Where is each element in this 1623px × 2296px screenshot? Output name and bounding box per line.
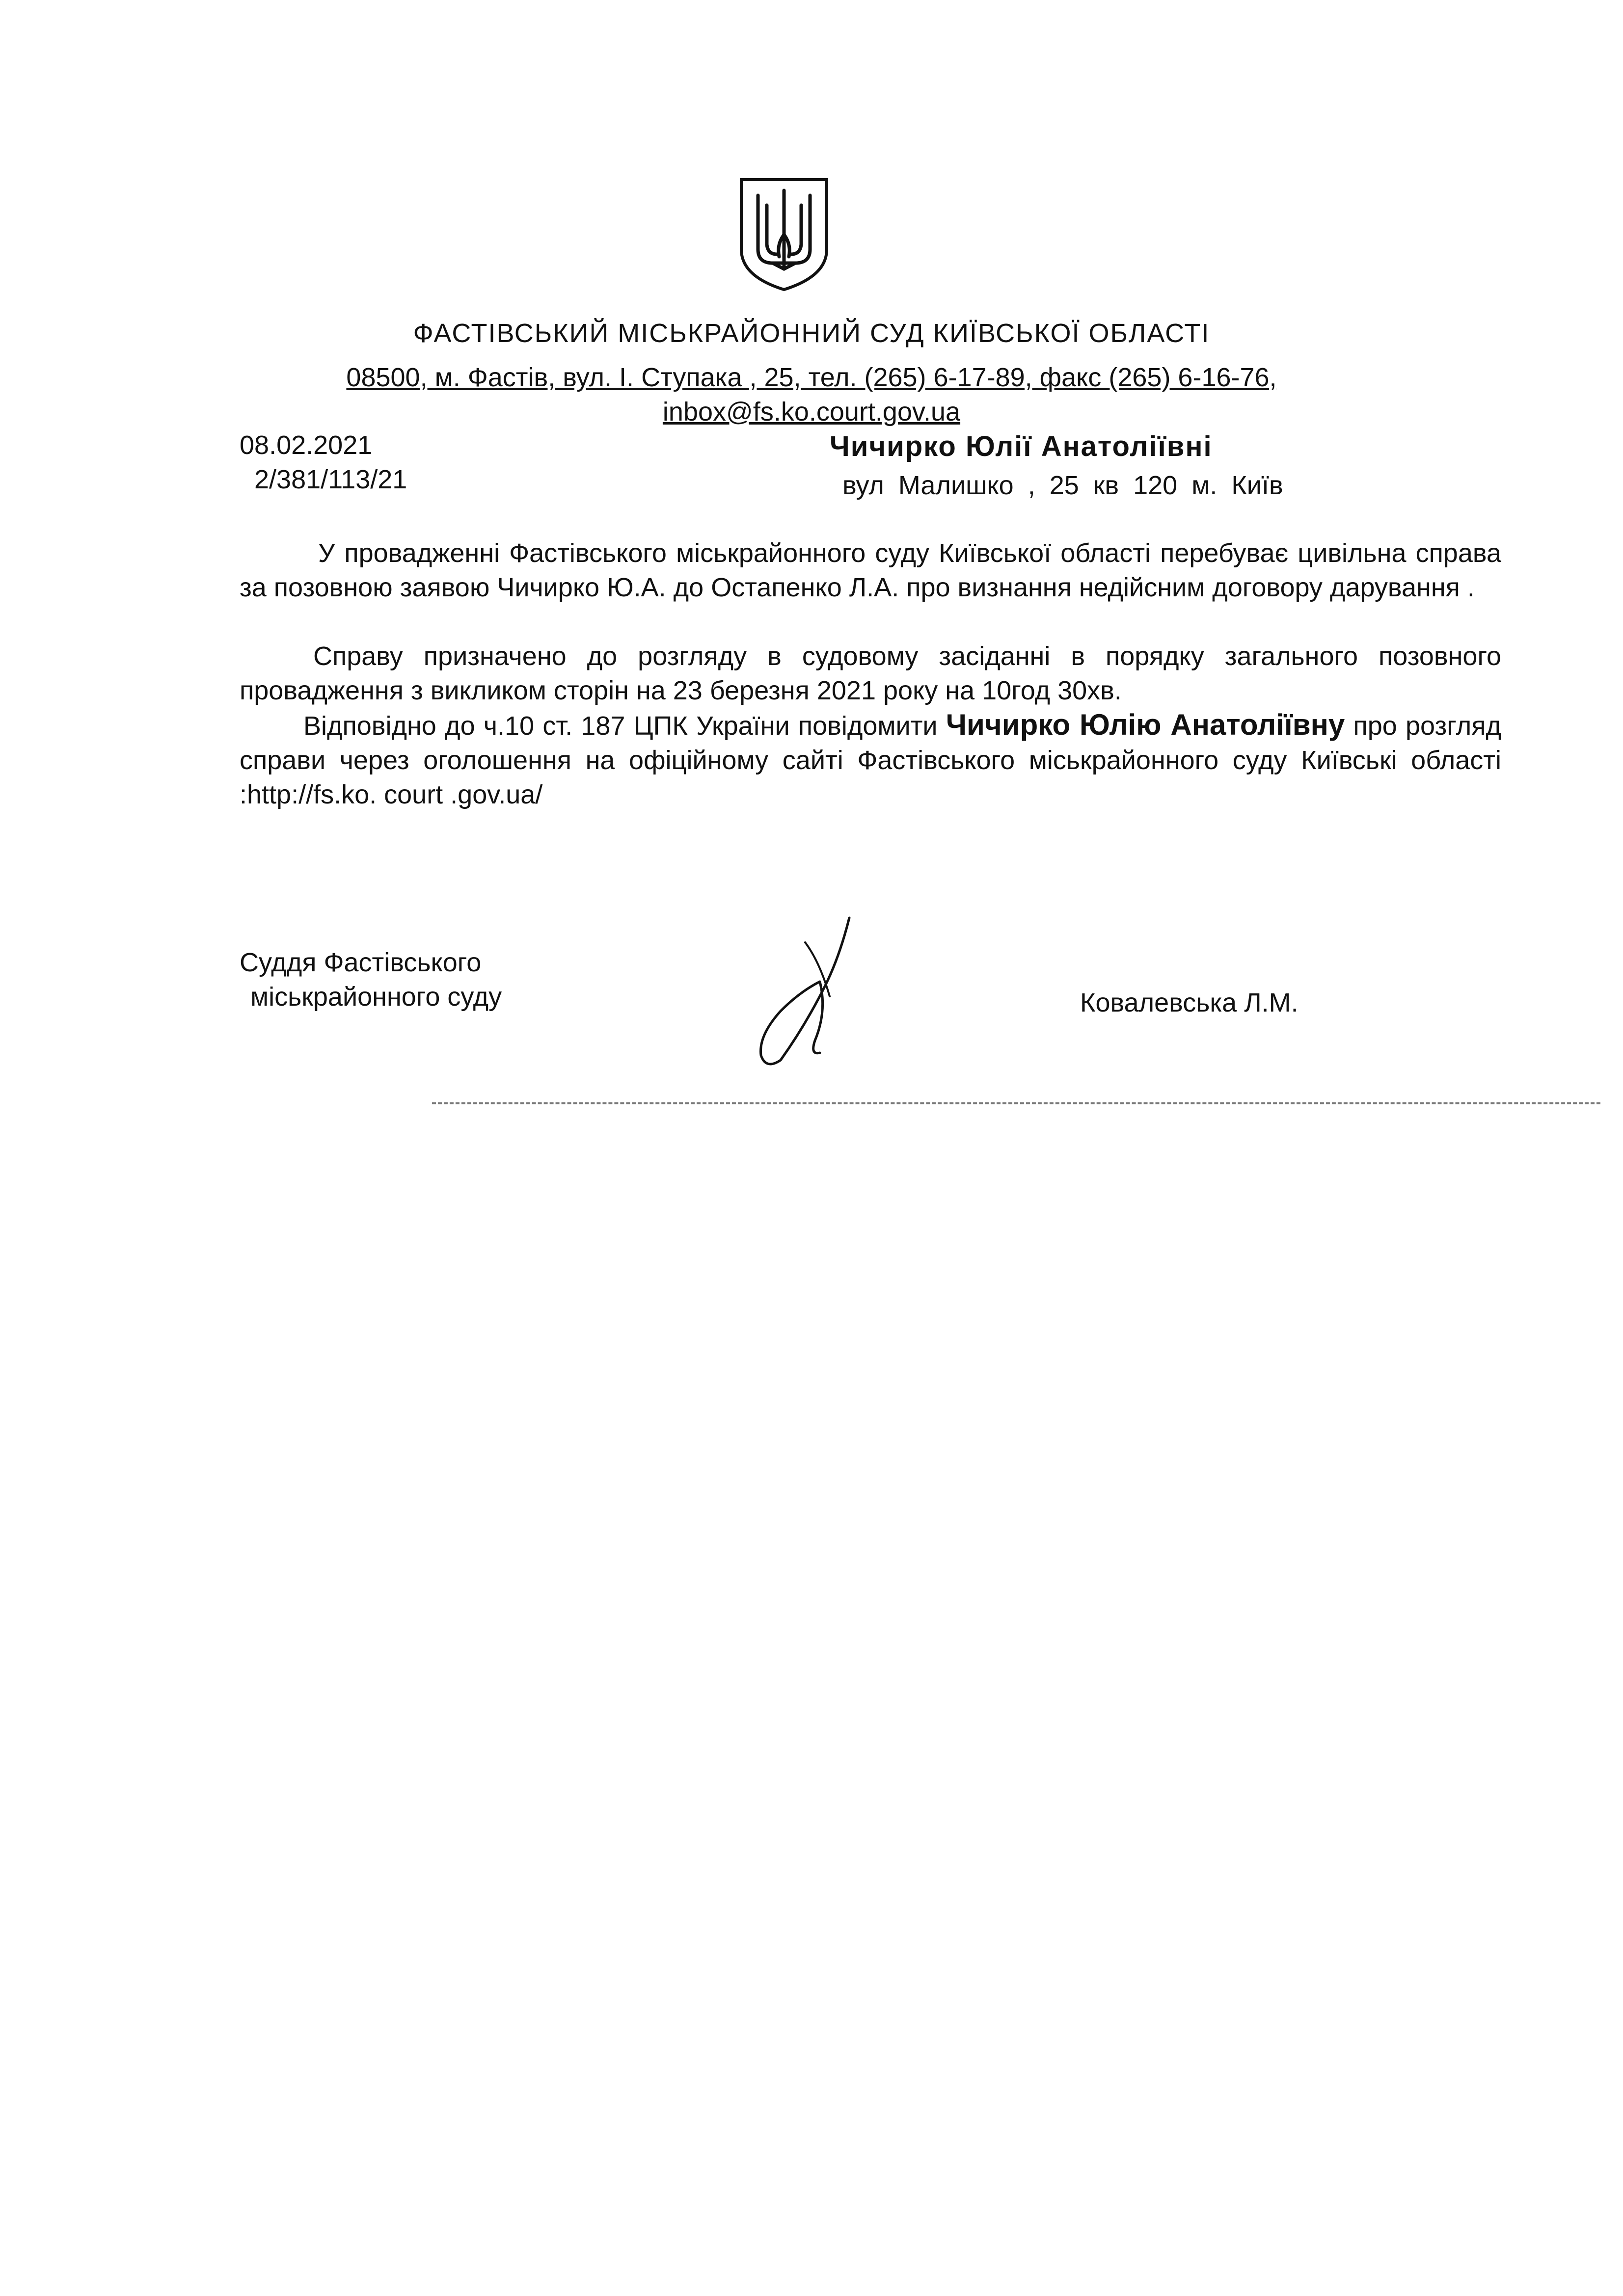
court-address: 08500, м. Фастів, вул. І. Ступака , 25, тел. (265) 6-17-89, факс (265) 6-16-76, [346,363,1277,392]
recipient-name: Чичирко Юлії Анатоліївні [830,430,1213,462]
judge-name: Ковалевська Л.М. [1080,988,1298,1017]
court-name: ФАСТІВСЬКИЙ МІСЬКРАЙОННИЙ СУД КИЇВСЬКОЇ ОБЛАСТІ [413,319,1210,348]
paragraph-3-prefix: Відповідно до ч.10 ст. 187 ЦПК України повідомити [303,711,946,741]
recipient-name-bold: Чичирко Юлію Анатоліївну [946,708,1345,741]
court-email-link[interactable]: inbox@fs.ko.court.gov.ua [662,397,961,427]
signer-title-line-1: Суддя Фастівського [240,948,482,977]
body-paragraph-2: Справу призначено до розгляду в судовому засіданні в порядку загального позовного провадження з викликом сторін на 23 березня 2021 року на 10год 30хв. [240,641,1501,705]
body-paragraph-1: У провадженні Фастівського міськрайонного суду Київської області перебуває цивільна справа за позовною заявою Чичирко Ю.А. до Остапенко Л.А. про визнання недійсним договору дарування . [240,538,1501,602]
coat-of-arms-icon [737,176,831,294]
document-number: 2/381/113/21 [254,465,407,494]
signature-image [746,913,874,1070]
dashed-divider [432,1102,1600,1104]
paragraph-3-suffix: про розгляд справи через оголошення на офіційному сайті Фастівського міськрайонного суду Київські області :http://fs.ko. court .gov.ua/ [240,711,1501,809]
recipient-address: вул Малишко , 25 кв 120 м. Київ [842,471,1283,500]
document-date: 08.02.2021 [240,430,373,460]
signer-title-line-2: міськрайонного суду [250,982,502,1012]
body-paragraph-3 [240,708,1501,812]
